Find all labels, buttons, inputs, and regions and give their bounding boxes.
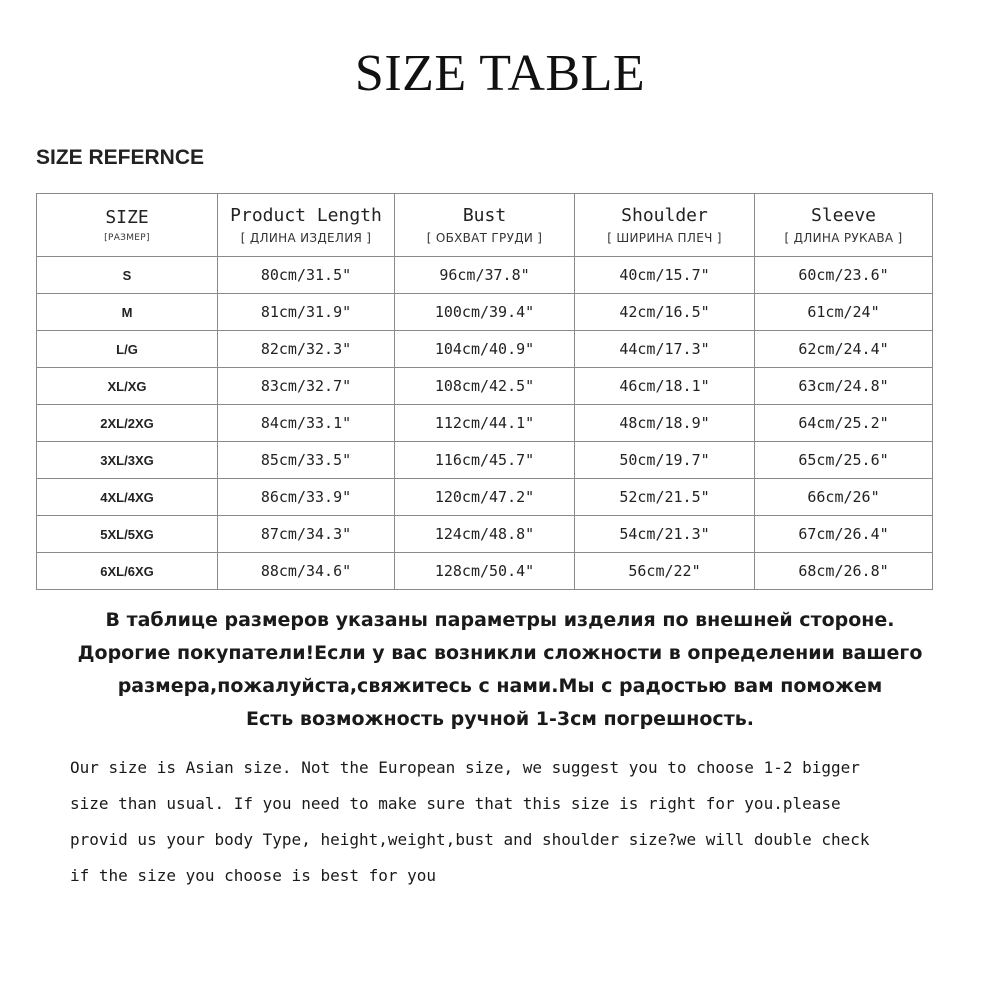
column-header-label: Bust bbox=[462, 205, 507, 226]
column-header-size bbox=[37, 194, 218, 257]
bust-cell: 128cm/50.4" bbox=[395, 553, 575, 590]
product-length-cell: 86cm/33.9" bbox=[218, 479, 395, 516]
column-header-sublabel: [ ДЛИНА ИЗДЕЛИЯ ] bbox=[240, 231, 372, 245]
sleeve-cell: 60cm/23.6" bbox=[755, 257, 933, 294]
table-row bbox=[37, 516, 933, 553]
russian-note-line: В таблице размеров указаны параметры изделия по внешней стороне. bbox=[105, 609, 895, 631]
table-row bbox=[37, 405, 933, 442]
column-header-label: Product Length bbox=[230, 205, 382, 226]
size-cell: XL/XG bbox=[37, 368, 218, 405]
shoulder-cell: 42cm/16.5" bbox=[575, 294, 755, 331]
bust-cell: 104cm/40.9" bbox=[395, 331, 575, 368]
sleeve-cell: 63cm/24.8" bbox=[755, 368, 933, 405]
shoulder-cell: 48cm/18.9" bbox=[575, 405, 755, 442]
product-length-cell: 83cm/32.7" bbox=[218, 368, 395, 405]
table-row bbox=[37, 479, 933, 516]
product-length-cell: 85cm/33.5" bbox=[218, 442, 395, 479]
english-note-line: if the size you choose is best for you bbox=[70, 866, 437, 885]
bust-cell: 124cm/48.8" bbox=[395, 516, 575, 553]
russian-note-line: размера,пожалуйста,свяжитесь с нами.Мы с радостью вам поможем bbox=[117, 675, 883, 697]
product-length-cell: 87cm/34.3" bbox=[218, 516, 395, 553]
column-header-sublabel: [ ШИРИНА ПЛЕЧ ] bbox=[607, 231, 722, 245]
section-heading: SIZE REFERNCE bbox=[36, 146, 205, 169]
column-header-sublabel: [РАЗМЕР] bbox=[104, 233, 150, 243]
shoulder-cell: 52cm/21.5" bbox=[575, 479, 755, 516]
column-header-shoulder bbox=[575, 194, 755, 257]
product-length-cell: 84cm/33.1" bbox=[218, 405, 395, 442]
page-title: SIZE TABLE bbox=[354, 45, 646, 102]
shoulder-cell: 56cm/22" bbox=[575, 553, 755, 590]
russian-note-line: Дорогие покупатели!Если у вас возникли сложности в определении вашего bbox=[77, 642, 923, 664]
size-cell: L/G bbox=[37, 331, 218, 368]
column-header-bust bbox=[395, 194, 575, 257]
table-row bbox=[37, 553, 933, 590]
english-note-line: size than usual. If you need to make sure that this size is right for you.please bbox=[70, 794, 841, 813]
russian-note-line: Есть возможность ручной 1-3см погрешность. bbox=[246, 708, 754, 730]
size-cell: 6XL/6XG bbox=[37, 553, 218, 590]
bust-cell: 100cm/39.4" bbox=[395, 294, 575, 331]
product-length-cell: 81cm/31.9" bbox=[218, 294, 395, 331]
size-cell: S bbox=[37, 257, 218, 294]
table-row bbox=[37, 257, 933, 294]
product-length-cell: 82cm/32.3" bbox=[218, 331, 395, 368]
bust-cell: 96cm/37.8" bbox=[395, 257, 575, 294]
sleeve-cell: 65cm/25.6" bbox=[755, 442, 933, 479]
shoulder-cell: 44cm/17.3" bbox=[575, 331, 755, 368]
column-header-sublabel: [ ОБХВАТ ГРУДИ ] bbox=[426, 231, 543, 245]
column-header-label: SIZE bbox=[105, 207, 149, 228]
english-note-line: Our size is Asian size. Not the European size, we suggest you to choose 1-2 bigger bbox=[70, 758, 860, 777]
size-cell: 4XL/4XG bbox=[37, 479, 218, 516]
sleeve-cell: 68cm/26.8" bbox=[755, 553, 933, 590]
shoulder-cell: 46cm/18.1" bbox=[575, 368, 755, 405]
column-header-product-length bbox=[218, 194, 395, 257]
shoulder-cell: 54cm/21.3" bbox=[575, 516, 755, 553]
table-row bbox=[37, 442, 933, 479]
product-length-cell: 80cm/31.5" bbox=[218, 257, 395, 294]
bust-cell: 116cm/45.7" bbox=[395, 442, 575, 479]
column-header-label: Sleeve bbox=[810, 205, 877, 226]
column-header-label: Shoulder bbox=[621, 205, 708, 226]
size-cell: 2XL/2XG bbox=[37, 405, 218, 442]
table-row bbox=[37, 294, 933, 331]
bust-cell: 112cm/44.1" bbox=[395, 405, 575, 442]
sleeve-cell: 61cm/24" bbox=[755, 294, 933, 331]
english-note-line: provid us your body Type, height,weight,bust and shoulder size?we will double check bbox=[70, 830, 870, 849]
table-row bbox=[37, 331, 933, 368]
column-header-sleeve bbox=[755, 194, 933, 257]
sleeve-cell: 64cm/25.2" bbox=[755, 405, 933, 442]
sleeve-cell: 66cm/26" bbox=[755, 479, 933, 516]
size-cell: 3XL/3XG bbox=[37, 442, 218, 479]
table-row bbox=[37, 368, 933, 405]
bust-cell: 120cm/47.2" bbox=[395, 479, 575, 516]
size-cell: M bbox=[37, 294, 218, 331]
sleeve-cell: 62cm/24.4" bbox=[755, 331, 933, 368]
product-length-cell: 88cm/34.6" bbox=[218, 553, 395, 590]
shoulder-cell: 50cm/19.7" bbox=[575, 442, 755, 479]
russian-notes bbox=[20, 604, 980, 736]
shoulder-cell: 40cm/15.7" bbox=[575, 257, 755, 294]
table-header-row bbox=[37, 194, 933, 257]
bust-cell: 108cm/42.5" bbox=[395, 368, 575, 405]
sleeve-cell: 67cm/26.4" bbox=[755, 516, 933, 553]
english-note bbox=[70, 750, 950, 894]
size-table bbox=[36, 193, 933, 590]
column-header-sublabel: [ ДЛИНА РУКАВА ] bbox=[784, 231, 903, 245]
size-cell: 5XL/5XG bbox=[37, 516, 218, 553]
